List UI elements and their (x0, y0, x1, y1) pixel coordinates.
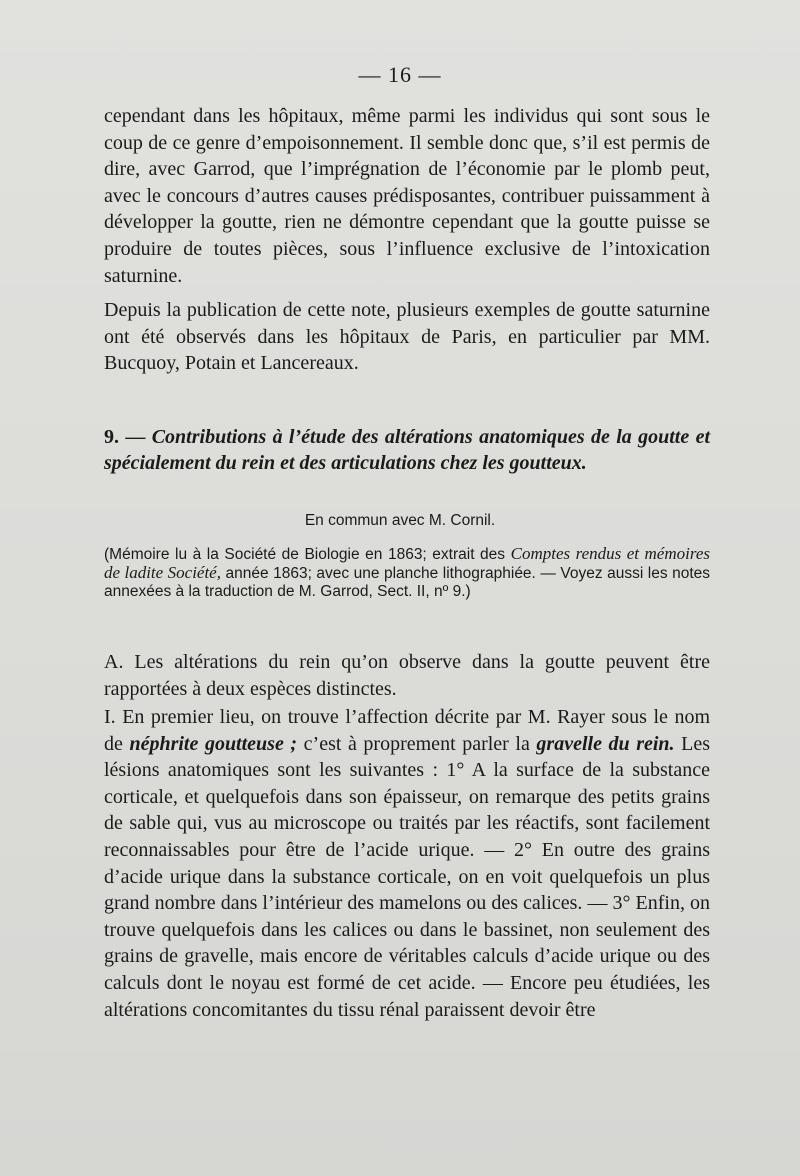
paragraph-1 (104, 103, 710, 289)
paragraph-2 (104, 297, 710, 377)
paragraph-1-text: cependant dans les hôpitaux, même parmi les individus qui sont sous le coup de ce genre d’empoisonnement. Il semble donc que, s’il est permis de dire, avec Garrod, que l’imprégnation de l’économie par le plomb peut, avec le concours d’autres causes prédisposantes, contribuer puissamment à développer la goutte, rien ne démontre cependant que la goutte puisse se produire de toutes pièces, sous l’influence exclusive de l’intoxication saturnine. (104, 105, 710, 287)
term-gravelle-du-rein: gravelle du rein. (536, 732, 675, 755)
paragraph-4-part-3: Les lésions anatomiques sont les suivantes : 1° A la surface de la substance corticale, et quelquefois dans son épaisseur, on remarque des petits grains de sable qui, vus au microscope ou traités par les réactifs, sont facilement reconnaissables pour être de l’acide urique. — 2° En outre des grains d’acide urique dans la substance corticale, on en voit quelquefois un plus grand nombre dans l’intérieur des mamelons ou des calices. — 3° Enfin, on trouve quelquefois dans les calices ou dans le bassinet, non seulement des grains de gravelle, mais encore de véritables calculs d’acide urique ou des calculs dont le noyau est formé de cet acide. — Encore peu étudiées, les altérations concomitantes du tissu rénal paraissent devoir être (104, 732, 711, 1021)
section-title (104, 424, 710, 476)
note-journal-title: Comptes rendus et mémoires de ladite Société, (104, 544, 710, 582)
paragraph-2-text: Depuis la publication de cette note, plusieurs exemples de goutte saturnine ont été observés dans les hôpitaux de Paris, en particulier par MM. Bucquoy, Potain et Lancereaux. (104, 299, 710, 375)
section-number: 9. — (104, 426, 146, 448)
note-part-2: année 1863; avec une planche lithographiée. — Voyez aussi les notes annexées à la traduction de M. Garrod, Sect. II, nº 9.) (104, 565, 711, 600)
paragraph-4-part-2: c’est à proprement parler la (303, 732, 530, 755)
paragraph-4-part-1: I. En premier lieu, on trouve l’affection décrite par M. Rayer sous le nom de (104, 706, 710, 755)
section-title-text: Contributions à l’étude des altérations anatomiques de la goutte et spécialement du rein et des articulations chez les goutteux. (104, 426, 711, 474)
coauthor-line: En commun avec M. Cornil. (304, 512, 496, 529)
page-number: — 16 — (358, 62, 442, 87)
paragraph-3 (104, 649, 710, 702)
term-nephrite-goutteuse: néphrite goutteuse ; (129, 732, 298, 755)
paragraph-4-text (104, 704, 710, 1023)
paragraph-4 (104, 704, 710, 1023)
publication-note (104, 545, 710, 601)
note-part-1: (Mémoire lu à la Société de Biologie en 1863; extrait des (104, 546, 506, 563)
paragraph-3-text: A. Les altérations du rein qu’on observe dans la goutte peuvent être rapportées à deux espèces distinctes. (104, 651, 710, 700)
